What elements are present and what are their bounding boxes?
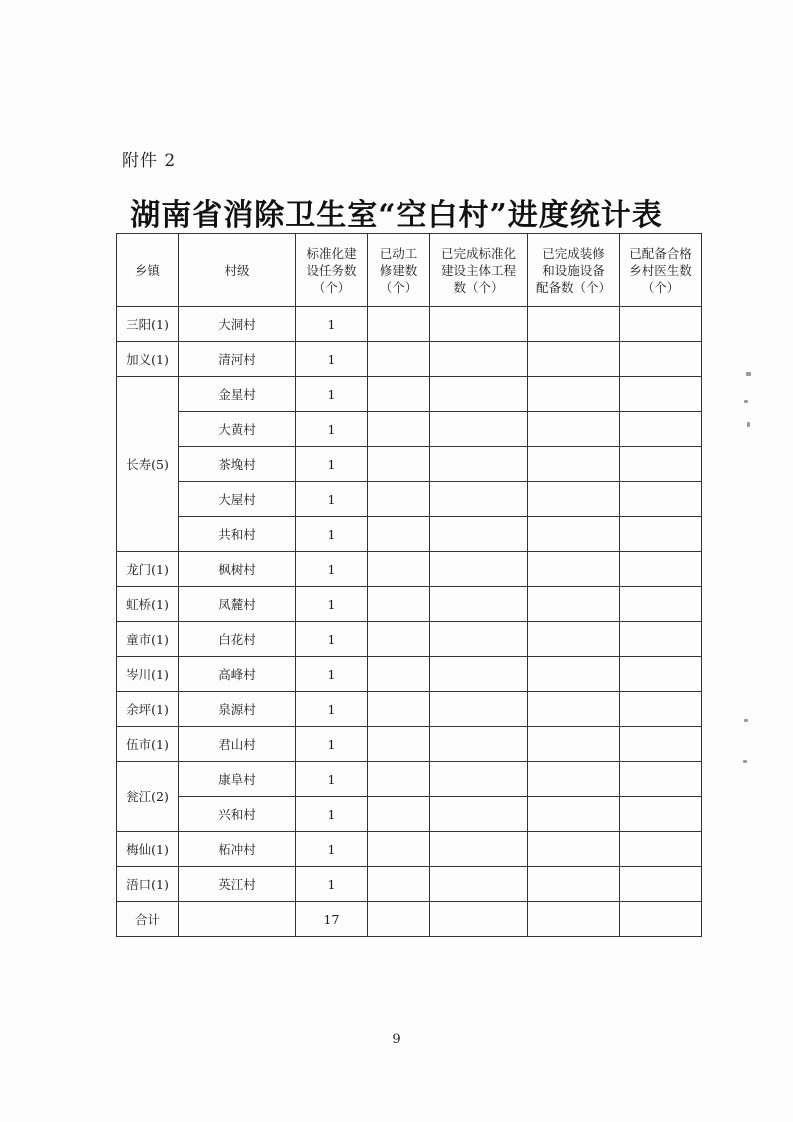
task-count-cell: 1 — [296, 657, 368, 692]
started-count-cell — [368, 342, 430, 377]
equip-done-count-cell — [528, 832, 620, 867]
village-cell: 共和村 — [179, 517, 296, 552]
table-row — [117, 447, 702, 482]
main-done-count-cell — [430, 342, 528, 377]
main-done-count-cell — [430, 307, 528, 342]
main-done-count-cell — [430, 587, 528, 622]
header-task: 标准化建 设任务数 （个） — [296, 234, 368, 307]
task-count-cell: 1 — [296, 342, 368, 377]
doctor-count-cell — [620, 867, 702, 902]
equip-done-count-cell — [528, 657, 620, 692]
doctor-count-cell — [620, 587, 702, 622]
total-label-cell: 合计 — [117, 902, 179, 937]
total-task-cell: 17 — [296, 902, 368, 937]
village-cell: 白花村 — [179, 622, 296, 657]
main-done-count-cell — [430, 447, 528, 482]
table-row — [117, 587, 702, 622]
total-row — [117, 902, 702, 937]
started-count-cell — [368, 657, 430, 692]
started-count-cell — [368, 482, 430, 517]
main-done-count-cell — [430, 552, 528, 587]
started-count-cell — [368, 412, 430, 447]
table-row — [117, 832, 702, 867]
village-cell: 柘冲村 — [179, 832, 296, 867]
town-cell: 瓮江(2) — [117, 762, 179, 832]
doctor-count-cell — [620, 797, 702, 832]
total-doctor-cell — [620, 902, 702, 937]
doctor-count-cell — [620, 832, 702, 867]
equip-done-count-cell — [528, 622, 620, 657]
equip-done-count-cell — [528, 867, 620, 902]
equip-done-count-cell — [528, 587, 620, 622]
table-row — [117, 412, 702, 447]
table-row — [117, 552, 702, 587]
town-cell: 虹桥(1) — [117, 587, 179, 622]
started-count-cell — [368, 762, 430, 797]
started-count-cell — [368, 797, 430, 832]
table-row — [117, 342, 702, 377]
task-count-cell: 1 — [296, 867, 368, 902]
equip-done-count-cell — [528, 482, 620, 517]
doctor-count-cell — [620, 412, 702, 447]
doctor-count-cell — [620, 377, 702, 412]
town-cell: 伍市(1) — [117, 727, 179, 762]
task-count-cell: 1 — [296, 727, 368, 762]
village-cell: 枫树村 — [179, 552, 296, 587]
task-count-cell: 1 — [296, 447, 368, 482]
main-done-count-cell — [430, 377, 528, 412]
table-row — [117, 867, 702, 902]
total-started-cell — [368, 902, 430, 937]
doctor-count-cell — [620, 482, 702, 517]
scan-speck — [746, 372, 751, 376]
scan-speck — [744, 400, 748, 403]
equip-done-count-cell — [528, 692, 620, 727]
progress-table — [116, 233, 702, 937]
equip-done-count-cell — [528, 727, 620, 762]
table-row — [117, 692, 702, 727]
started-count-cell — [368, 377, 430, 412]
main-done-count-cell — [430, 622, 528, 657]
started-count-cell — [368, 727, 430, 762]
village-cell: 金星村 — [179, 377, 296, 412]
doctor-count-cell — [620, 552, 702, 587]
scan-speck — [743, 760, 747, 763]
started-count-cell — [368, 552, 430, 587]
equip-done-count-cell — [528, 307, 620, 342]
doctor-count-cell — [620, 727, 702, 762]
equip-done-count-cell — [528, 377, 620, 412]
table-row — [117, 622, 702, 657]
header-started: 已动工 修建数 （个） — [368, 234, 430, 307]
village-cell: 高峰村 — [179, 657, 296, 692]
page-number: 9 — [392, 1032, 401, 1047]
task-count-cell: 1 — [296, 832, 368, 867]
main-done-count-cell — [430, 727, 528, 762]
page-title: 湖南省消除卫生室“空白村”进度统计表 — [130, 198, 663, 233]
task-count-cell: 1 — [296, 587, 368, 622]
village-cell: 康阜村 — [179, 762, 296, 797]
started-count-cell — [368, 622, 430, 657]
header-doctor: 已配备合格 乡村医生数 （个） — [620, 234, 702, 307]
town-cell: 梅仙(1) — [117, 832, 179, 867]
total-main-done-cell — [430, 902, 528, 937]
main-done-count-cell — [430, 867, 528, 902]
started-count-cell — [368, 867, 430, 902]
table-row — [117, 727, 702, 762]
town-cell: 龙门(1) — [117, 552, 179, 587]
task-count-cell: 1 — [296, 797, 368, 832]
attachment-label: 附件 2 — [122, 151, 177, 171]
doctor-count-cell — [620, 307, 702, 342]
village-cell: 清河村 — [179, 342, 296, 377]
started-count-cell — [368, 832, 430, 867]
doctor-count-cell — [620, 517, 702, 552]
table-row — [117, 797, 702, 832]
equip-done-count-cell — [528, 412, 620, 447]
started-count-cell — [368, 587, 430, 622]
header-main-done: 已完成标准化 建设主体工程 数（个） — [430, 234, 528, 307]
equip-done-count-cell — [528, 762, 620, 797]
village-cell: 英江村 — [179, 867, 296, 902]
scan-speck — [747, 422, 750, 427]
main-done-count-cell — [430, 692, 528, 727]
doctor-count-cell — [620, 657, 702, 692]
town-cell: 三阳(1) — [117, 307, 179, 342]
town-cell: 童市(1) — [117, 622, 179, 657]
village-cell: 泉源村 — [179, 692, 296, 727]
task-count-cell: 1 — [296, 412, 368, 447]
task-count-cell: 1 — [296, 552, 368, 587]
table-row — [117, 762, 702, 797]
main-done-count-cell — [430, 412, 528, 447]
doctor-count-cell — [620, 692, 702, 727]
task-count-cell: 1 — [296, 692, 368, 727]
table-header-row — [117, 234, 702, 307]
village-cell: 君山村 — [179, 727, 296, 762]
town-cell: 长寿(5) — [117, 377, 179, 552]
doctor-count-cell — [620, 342, 702, 377]
village-cell: 兴和村 — [179, 797, 296, 832]
village-cell: 茶堍村 — [179, 447, 296, 482]
header-town: 乡镇 — [117, 234, 179, 307]
town-cell: 加义(1) — [117, 342, 179, 377]
task-count-cell: 1 — [296, 377, 368, 412]
started-count-cell — [368, 447, 430, 482]
equip-done-count-cell — [528, 517, 620, 552]
village-cell: 大洞村 — [179, 307, 296, 342]
doctor-count-cell — [620, 762, 702, 797]
header-equip-done: 已完成装修 和设施设备 配备数（个） — [528, 234, 620, 307]
town-cell: 余坪(1) — [117, 692, 179, 727]
task-count-cell: 1 — [296, 517, 368, 552]
village-cell: 大屋村 — [179, 482, 296, 517]
header-village: 村级 — [179, 234, 296, 307]
table-row — [117, 307, 702, 342]
table-row — [117, 482, 702, 517]
task-count-cell: 1 — [296, 482, 368, 517]
table-row — [117, 657, 702, 692]
total-equip-done-cell — [528, 902, 620, 937]
village-cell: 凤麓村 — [179, 587, 296, 622]
town-cell: 浯口(1) — [117, 867, 179, 902]
started-count-cell — [368, 692, 430, 727]
main-done-count-cell — [430, 797, 528, 832]
doctor-count-cell — [620, 447, 702, 482]
total-village-cell — [179, 902, 296, 937]
main-done-count-cell — [430, 657, 528, 692]
main-done-count-cell — [430, 762, 528, 797]
table-row — [117, 517, 702, 552]
main-done-count-cell — [430, 482, 528, 517]
doctor-count-cell — [620, 622, 702, 657]
started-count-cell — [368, 517, 430, 552]
equip-done-count-cell — [528, 552, 620, 587]
village-cell: 大黄村 — [179, 412, 296, 447]
task-count-cell: 1 — [296, 762, 368, 797]
equip-done-count-cell — [528, 797, 620, 832]
equip-done-count-cell — [528, 447, 620, 482]
task-count-cell: 1 — [296, 307, 368, 342]
equip-done-count-cell — [528, 342, 620, 377]
town-cell: 岑川(1) — [117, 657, 179, 692]
scan-speck — [744, 719, 748, 722]
main-done-count-cell — [430, 832, 528, 867]
task-count-cell: 1 — [296, 622, 368, 657]
main-done-count-cell — [430, 517, 528, 552]
table-row — [117, 377, 702, 412]
started-count-cell — [368, 307, 430, 342]
